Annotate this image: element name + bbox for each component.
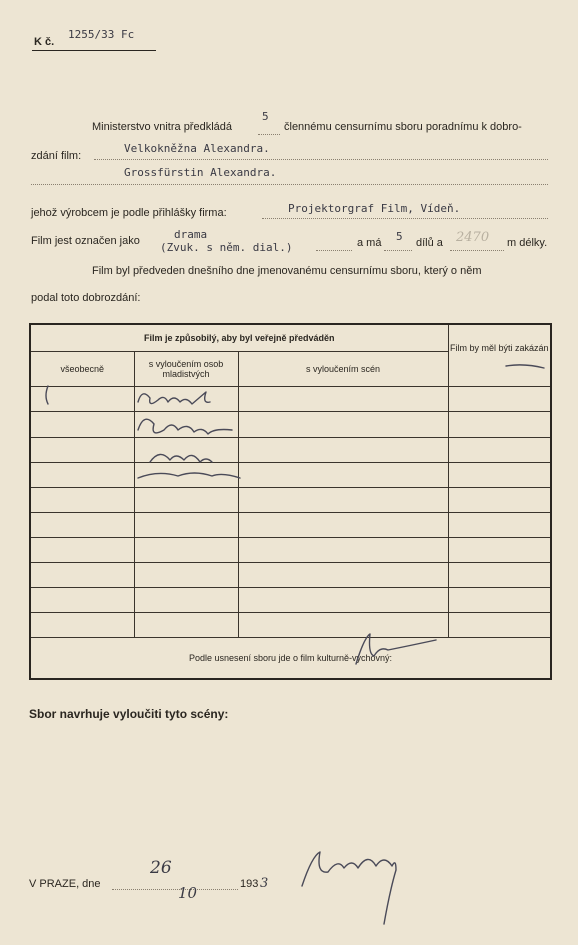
film-title-de: Grossfürstin Alexandra. — [124, 166, 277, 179]
youth-signature-2 — [138, 419, 232, 434]
film-title-cz: Velkokněžna Alexandra. — [124, 142, 270, 155]
producer-name: Projektorgraf Film, Vídeň. — [288, 202, 461, 215]
member-count: 5 — [262, 110, 269, 123]
intro-line1-pre: Ministerstvo vnitra předkládá — [92, 121, 233, 133]
year-digit: 3 — [260, 876, 269, 891]
screening-line1: Film byl předveden dnešního dne jmenovanému censurnímu sboru, který o něm — [92, 265, 482, 277]
col-banned-header: Film by měl býti zakázán — [448, 324, 551, 387]
film-length: 2470 — [456, 230, 490, 245]
date-field — [112, 880, 238, 890]
table-footer: Podle usnesení sboru jde o film kulturně-výchovný: — [30, 638, 551, 679]
date-month: 10 — [178, 884, 198, 902]
cultural-verdict-mark — [356, 634, 436, 664]
kc-label: K č. — [34, 36, 55, 48]
general-mark — [46, 386, 48, 404]
parts-count: 5 — [396, 230, 403, 243]
film-spec-label: Film jest označen jako — [31, 235, 140, 247]
col-general-header: všeobecně — [30, 352, 134, 387]
place-label: V PRAZE, dne — [29, 878, 101, 890]
banned-mark — [506, 365, 544, 368]
screening-line2: podal toto dobrozdání: — [31, 292, 141, 304]
length-label: m délky. — [507, 237, 548, 249]
youth-signature-1 — [138, 392, 210, 404]
official-signature — [302, 852, 396, 924]
parts-label: dílů a — [416, 237, 443, 249]
has-label: a má — [357, 237, 382, 249]
year-prefix: 193 — [240, 878, 259, 890]
table-main-header: Film je způsobilý, aby byl veřejně předváděn — [30, 324, 448, 352]
intro-line1-post: člennému censurnímu sboru poradnímu k dobro- — [284, 121, 522, 133]
col-scenes-header: s vyloučením scén — [238, 352, 448, 387]
col-youth-header: s vyloučením osob mladistvých — [134, 352, 238, 387]
scenes-section-label: Sbor navrhuje vyloučiti tyto scény: — [29, 707, 229, 721]
film-sound: (Zvuk. s něm. dial.) — [160, 241, 293, 254]
youth-signature-4 — [138, 473, 240, 478]
reference-number: 1255/33 Fc — [68, 28, 135, 41]
producer-label: jehož výrobcem je podle přihlášky firma: — [31, 207, 227, 219]
film-genre: drama — [174, 228, 208, 241]
youth-signature-3 — [150, 454, 212, 462]
date-day: 26 — [150, 858, 172, 878]
film-label: zdání film: — [31, 150, 82, 162]
